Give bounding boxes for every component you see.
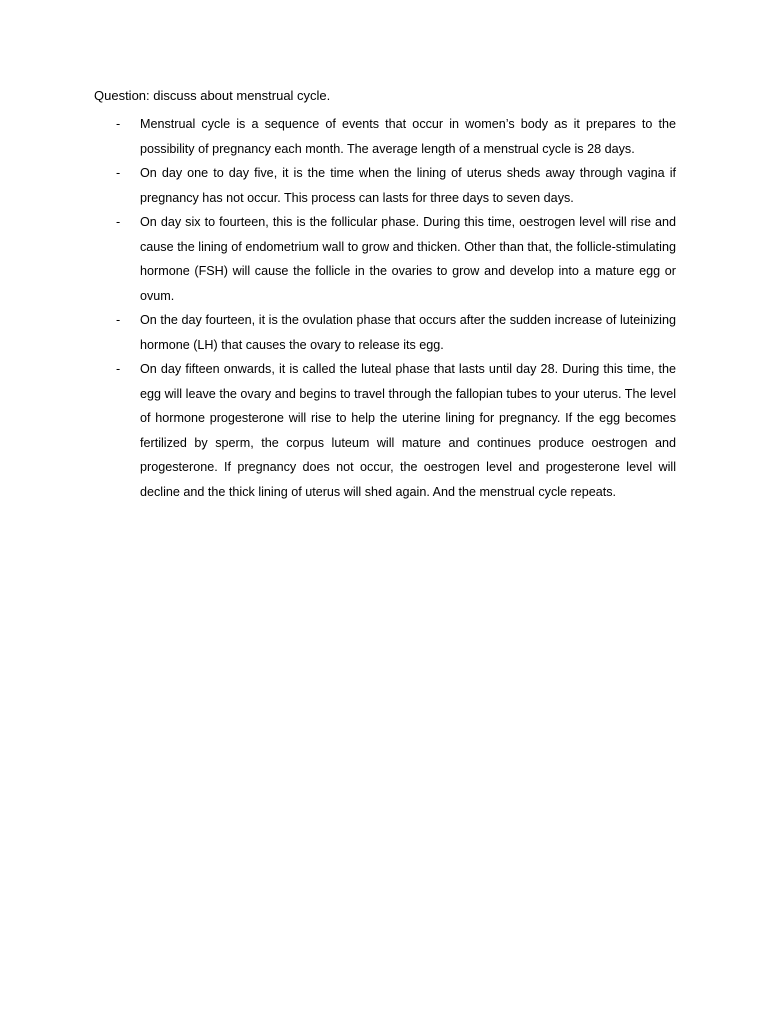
list-item bbox=[94, 210, 676, 308]
bullet-text: On day one to day five, it is the time when the lining of uterus sheds away through vagina if pregnancy has not occur. This process can lasts for three days to seven days. bbox=[140, 166, 676, 205]
list-item bbox=[94, 357, 676, 504]
bullet-text: On day fifteen onwards, it is called the luteal phase that lasts until day 28. During this time, the egg will leave the ovary and begins to travel through the fallopian tubes to your uterus. The level of hormone progesterone will rise to help the uterine lining for pregnancy. If the egg becomes fertilized by sperm, the corpus luteum will mature and continues produce oestrogen and progesterone. If pregnancy does not occur, the oestrogen level and progesterone level will decline and the thick lining of uterus will shed again. And the menstrual cycle repeats. bbox=[140, 362, 676, 499]
bullet-dash: - bbox=[116, 117, 121, 131]
list-item bbox=[94, 308, 676, 357]
bullet-text: On the day fourteen, it is the ovulation phase that occurs after the sudden increase of luteinizing hormone (LH) that causes the ovary to release its egg. bbox=[140, 313, 676, 352]
list-item bbox=[94, 161, 676, 210]
bullet-text: On day six to fourteen, this is the follicular phase. During this time, oestrogen level will rise and cause the lining of endometrium wall to grow and thicken. Other than that, the follicle-stimulating hormone (FSH) will cause the follicle in the ovaries to grow and develop into a mature egg or ovum. bbox=[140, 215, 676, 303]
bullet-text: Menstrual cycle is a sequence of events that occur in women’s body as it prepares to the possibility of pregnancy each month. The average length of a menstrual cycle is 28 days. bbox=[140, 117, 676, 156]
list-item bbox=[94, 112, 676, 161]
bullet-dash: - bbox=[116, 313, 121, 327]
bullet-list bbox=[94, 112, 676, 504]
question-heading: Question: discuss about menstrual cycle. bbox=[94, 88, 331, 103]
bullet-dash: - bbox=[116, 215, 121, 229]
bullet-dash: - bbox=[116, 362, 121, 376]
bullet-dash: - bbox=[116, 166, 121, 180]
